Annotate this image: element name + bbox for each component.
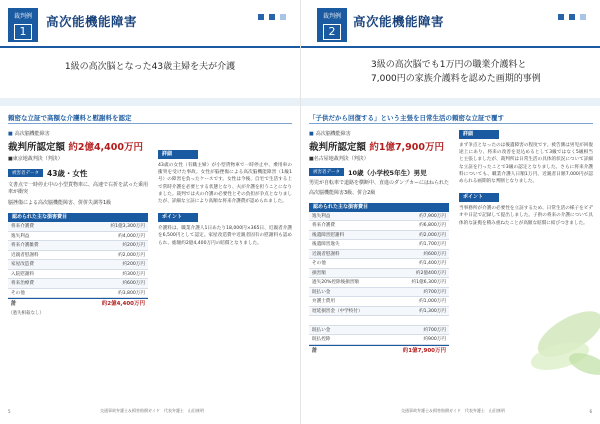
header-rule <box>0 46 300 48</box>
case-badge <box>317 8 347 42</box>
case-subhead: 頼密な立証で高額な介護料と慰謝料を認定 <box>8 114 132 122</box>
table-row <box>309 231 449 241</box>
leaf-decoration <box>500 294 600 384</box>
row-value: 約1,700万円 <box>419 242 446 247</box>
row-label: 過失20%控除後損害額 <box>312 280 359 285</box>
table-row <box>309 259 449 269</box>
badge-case-label: 裁判例 <box>13 13 32 20</box>
row-value: 約6,800万円 <box>419 223 446 228</box>
row-value: 約1,400万円 <box>419 261 446 266</box>
subhead-band <box>301 98 600 106</box>
row-value: 約7,900万円 <box>419 213 446 219</box>
subhead-band <box>0 98 300 106</box>
row-label: 後遺障害慰謝料 <box>312 232 345 238</box>
row-value: 約200万円 <box>122 262 145 267</box>
case-badge <box>8 8 38 42</box>
table-row <box>309 212 449 222</box>
victim-description-2: 脳挫傷による高次脳機能障害、併併失調等1級 <box>8 199 112 206</box>
row-label: その他 <box>11 290 25 296</box>
row-value: 約300万円 <box>122 271 145 277</box>
table-row <box>309 278 449 288</box>
award-column <box>8 130 148 316</box>
victim-value: 43歳・女性 <box>47 168 88 178</box>
table-row <box>8 241 148 251</box>
row-label: 後遺障害逸失 <box>312 242 340 247</box>
subhead-rule <box>309 123 593 124</box>
damages-table <box>309 203 449 355</box>
case-title: 高次能機能障害 <box>46 14 138 29</box>
row-label: 損害額 <box>312 270 326 276</box>
row-value: 約2,000万円 <box>118 252 145 258</box>
table-row <box>309 326 449 336</box>
victim-description: 文書点で一時停止中の小型貨物車に、高速で右折を試った乗用車が衝突 <box>8 181 149 195</box>
summary-line-1: 3級の高次脳でも1万円の職業介護料と <box>371 60 527 70</box>
case-subhead: 「子供だから回復する」という主張を日常生活の頼密な立証で覆す <box>309 114 504 122</box>
row-value: 約200万円 <box>122 243 145 248</box>
row-label: 将来治療費 <box>11 281 34 286</box>
row-value: 約700万円 <box>423 327 446 333</box>
total-value: 約2億4,400万円 <box>101 301 145 307</box>
case-summary: 1級の高次脳となった43歳主婦を夫が介護 <box>64 62 236 72</box>
table-row <box>309 288 449 298</box>
row-label: 入院慰謝料 <box>11 271 34 277</box>
row-label: その他 <box>312 261 326 266</box>
detail-text: 43歳の女性（有職主婦）が小型貨物車で一時停止中、乗用車の衝突を受けた事故。女性が脳挫傷による高次脳機能障害（1級1号）の障害を負ったケースです。女性は今後、自宅で生活する上で常時介護を必要とする状態となり、夫が介護を担うことになりました。裁判では夫の介護の必要性とその負担が争点となりましたが、詳細な立証により高額な将来介護費が認められました。 <box>158 163 292 205</box>
page-footer: 交通事故弁護士＆損害賠償ガイド 代表弁護士 山田康明 <box>100 408 204 413</box>
table-row <box>8 260 148 270</box>
row-value: 約1,300万円 <box>419 308 446 314</box>
table-total-row <box>309 345 449 355</box>
table-row <box>8 279 148 289</box>
court-label: ■名古屋地裁判決（判決） <box>309 156 369 162</box>
victim-tag: 被害者データ <box>8 169 43 177</box>
row-value: 約600万円 <box>423 251 446 257</box>
table-total-row <box>8 298 148 308</box>
row-label: 家屋改造費 <box>11 262 34 267</box>
damages-table <box>8 213 148 316</box>
table-row <box>309 335 449 345</box>
court-label: ■東京地裁判決（判決） <box>8 156 63 162</box>
row-label: 近親者慰謝料 <box>11 252 39 258</box>
case-summary <box>371 58 571 86</box>
table-row <box>309 250 449 260</box>
victim-row <box>309 168 449 177</box>
badge-case-label: 裁判例 <box>322 13 341 20</box>
detail-text: まず争点となったのは後遺障害の程度です。被告側は男児が回復途上にあり、将来の改善を見込めるとして3級ではなく5級相当と主張しましたが、裁判所は日常生活の具体的状況について詳細な立証を行ったことで3級の認定となりました。さらに将来介護料についても、職業介護人日額1万円、近親者日額7,000円が認められる画期的な判断となりました。 <box>459 143 593 185</box>
page-number: 5 <box>8 409 11 414</box>
detail-tag: 詳細 <box>158 150 198 159</box>
row-label: 遅延損害金（中学校付） <box>312 308 363 314</box>
detail-tag: 詳細 <box>459 130 499 139</box>
row-value: 約1,000万円 <box>419 299 446 304</box>
summary-line-2: 7,000円の家族介護料を認めた画期的事例 <box>371 74 541 84</box>
table-header: 認められた主な損害費目 <box>309 203 449 212</box>
table-row <box>309 307 449 317</box>
victim-row <box>8 168 148 179</box>
award-amount <box>309 139 449 153</box>
row-label: 将来介護費 <box>11 224 34 229</box>
detail-column <box>158 150 292 247</box>
point-tag: ポイント <box>158 213 198 222</box>
table-row <box>8 232 148 242</box>
page-number: 6 <box>589 409 592 414</box>
point-text: 介護料は、職業介護人1日あたり18,000円×365日、近親者介護を6,500円として認定。家屋改造費や近親者固有の慰謝料も認められ、総額約2億4,400万円の賠償となりました。 <box>158 226 292 246</box>
victim-tag: 被害者データ <box>309 168 344 176</box>
row-label: 弁護士費用 <box>312 299 335 304</box>
decorative-squares <box>558 14 586 20</box>
table-row <box>309 316 449 326</box>
award-column <box>309 130 449 355</box>
total-label: 計 <box>11 301 17 307</box>
row-label: 逸失利益 <box>11 233 30 239</box>
page-footer: 交通事故弁護士＆損害賠償ガイド 代表弁護士 山田康明 <box>401 408 505 413</box>
row-value: 約2,000万円 <box>419 232 446 238</box>
total-value: 約1億7,900万円 <box>402 347 446 354</box>
table-row <box>8 251 148 261</box>
badge-case-number: 2 <box>323 24 341 40</box>
badge-case-number: 1 <box>14 24 32 40</box>
table-row <box>309 221 449 231</box>
award-label: ■ 高次脳機能障害 <box>309 130 449 137</box>
point-text: 当事務所が介護の必要性を立証するため、日常生活の様子をビデオや日記で記録して提出しました。子供の将来の介護について具体的な証拠を積み重ねたことが高額な賠償に結びつきました。 <box>459 206 593 226</box>
row-value: 約1億6,300万円 <box>411 280 446 285</box>
decorative-squares <box>258 14 286 20</box>
row-label: 既払い金 <box>312 327 331 333</box>
header-rule <box>301 46 600 48</box>
table-row <box>8 289 148 299</box>
total-label: 計 <box>312 347 318 354</box>
subhead-rule <box>8 123 292 124</box>
row-value: 約700万円 <box>423 289 446 295</box>
award-prefix: 裁判所認定額 <box>8 142 66 153</box>
table-row <box>309 269 449 279</box>
victim-description-2: 高次脳機能障害3級、併合2級 <box>309 190 376 196</box>
detail-column <box>459 130 593 227</box>
row-label: 将来介護雑費 <box>11 243 39 248</box>
row-label: 既払控除 <box>312 337 331 342</box>
victim-description: 男児が自転車で道路を横断中、直進のダンプカーにはねられた <box>309 179 450 186</box>
row-value: 約2億400万円 <box>415 270 446 276</box>
row-value: 約3,800万円 <box>118 290 145 296</box>
table-row <box>8 270 148 280</box>
row-value: 約900万円 <box>423 337 446 342</box>
award-prefix: 裁判所認定額 <box>309 142 367 153</box>
row-value: 約1億3,300万円 <box>110 224 145 229</box>
row-label: 既払い金 <box>312 289 331 295</box>
award-value: 約1億7,900万円 <box>369 142 444 153</box>
victim-value: 10歳（小学校5年生）男児 <box>348 168 427 177</box>
table-row <box>309 240 449 250</box>
row-label: 逸失利益 <box>312 213 331 219</box>
table-header: 認められた主な損害費目 <box>8 213 148 222</box>
award-value: 約2億4,400万円 <box>68 142 143 153</box>
table-row <box>309 297 449 307</box>
case-title: 高次能機能障害 <box>353 14 445 29</box>
point-tag: ポイント <box>459 193 499 202</box>
row-label: 近親者慰謝料 <box>312 251 340 257</box>
row-value: 約600万円 <box>122 281 145 286</box>
row-label: 将来介護費 <box>312 223 335 228</box>
row-value: 約4,000万円 <box>118 233 145 239</box>
award-label: ■ 高次脳機能障害 <box>8 130 148 137</box>
table-note: （過失相殺なし） <box>8 311 44 316</box>
award-amount <box>8 139 148 153</box>
table-row <box>8 222 148 232</box>
right-page <box>300 0 600 424</box>
